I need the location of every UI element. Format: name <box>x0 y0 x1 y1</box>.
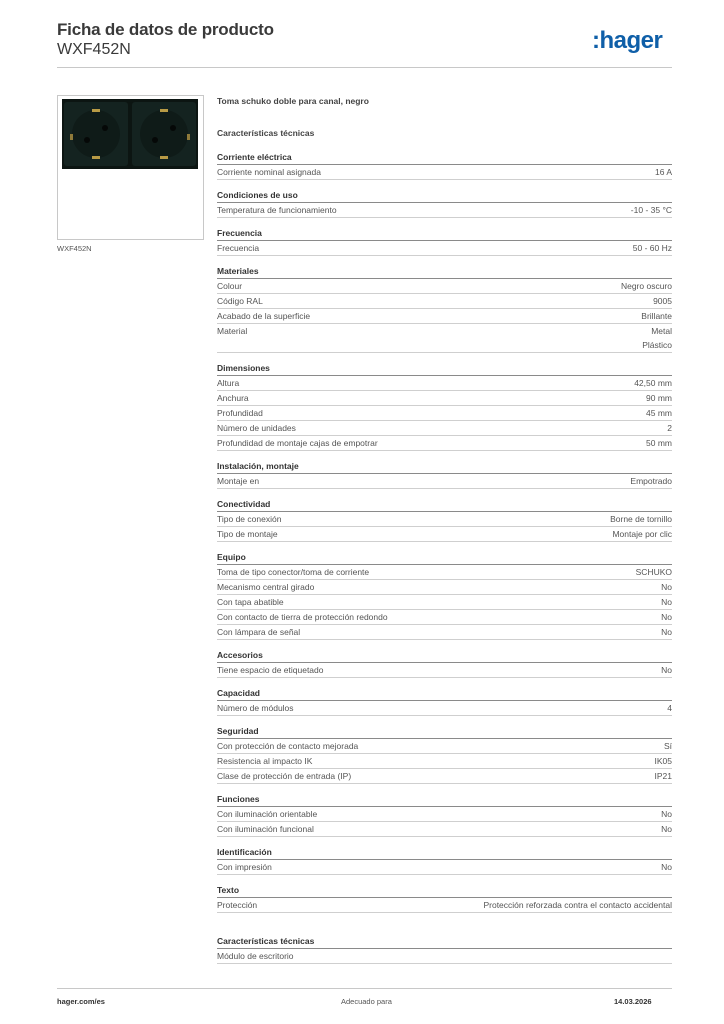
spec-label: Con contacto de tierra de protección redondo <box>217 612 388 622</box>
section-title: Instalación, montaje <box>217 460 672 474</box>
spec-label: Anchura <box>217 393 249 403</box>
footer-suitable-for: Adecuado para <box>341 997 392 1006</box>
spec-section <box>217 725 672 784</box>
section-title: Condiciones de uso <box>217 189 672 203</box>
spec-row <box>217 406 672 421</box>
spec-row <box>217 754 672 769</box>
spec-value: 42,50 mm <box>634 378 672 388</box>
spec-section <box>217 460 672 489</box>
spec-label: Clase de protección de entrada (IP) <box>217 771 352 781</box>
hager-logo-text: :hager <box>592 27 663 54</box>
spec-section <box>217 362 672 451</box>
spec-row <box>217 309 672 324</box>
spec-value: Metal Plástico <box>642 326 672 350</box>
spec-label: Módulo de escritorio <box>217 951 294 961</box>
section-title: Capacidad <box>217 687 672 701</box>
spec-section <box>217 265 672 353</box>
spec-section <box>217 189 672 218</box>
spec-row <box>217 391 672 406</box>
extra-section <box>217 935 672 964</box>
header-divider <box>57 67 672 68</box>
spec-value: No <box>661 612 672 622</box>
product-description: Toma schuko doble para canal, negro <box>217 96 369 106</box>
spec-row <box>217 376 672 391</box>
product-code: WXF452N <box>57 41 131 58</box>
spec-label: Con tapa abatible <box>217 597 284 607</box>
spec-row <box>217 822 672 837</box>
spec-row <box>217 436 672 451</box>
hager-logo <box>592 26 676 56</box>
spec-row <box>217 421 672 436</box>
spec-label: Número de unidades <box>217 423 296 433</box>
spec-row <box>217 949 672 964</box>
spec-value: No <box>661 862 672 872</box>
spec-value: 2 <box>667 423 672 433</box>
spec-value: No <box>661 582 672 592</box>
spec-row <box>217 739 672 754</box>
spec-value: Borne de tornillo <box>610 514 672 524</box>
footer-website: hager.com/es <box>57 997 105 1006</box>
spec-value: 50 - 60 Hz <box>632 243 672 253</box>
spec-value: Montaje por clic <box>612 529 672 539</box>
spec-sections <box>217 151 672 913</box>
spec-value: 45 mm <box>646 408 672 418</box>
spec-label: Toma de tipo conector/toma de corriente <box>217 567 370 577</box>
section-title: Conectividad <box>217 498 672 512</box>
spec-row <box>217 565 672 580</box>
section-title: Materiales <box>217 265 672 279</box>
spec-section <box>217 649 672 678</box>
section-title: Frecuencia <box>217 227 672 241</box>
spec-section <box>217 498 672 542</box>
spec-value: 50 mm <box>646 438 672 448</box>
spec-label: Montaje en <box>217 476 260 486</box>
spec-section <box>217 793 672 837</box>
spec-value: 16 A <box>654 167 672 177</box>
spec-label: Tiene espacio de etiquetado <box>217 665 324 675</box>
footer-divider <box>57 988 672 989</box>
spec-section <box>217 846 672 875</box>
spec-row <box>217 898 672 913</box>
spec-label: Altura <box>217 378 240 388</box>
spec-label: Mecanismo central girado <box>217 582 315 592</box>
spec-row <box>217 474 672 489</box>
spec-row <box>217 580 672 595</box>
spec-row <box>217 860 672 875</box>
spec-label: Profundidad de montaje cajas de empotrar <box>217 438 378 448</box>
spec-value: Empotrado <box>630 476 672 486</box>
spec-label: Colour <box>217 281 243 291</box>
spec-row <box>217 807 672 822</box>
spec-label: Profundidad <box>217 408 263 418</box>
product-image-frame <box>57 95 204 240</box>
spec-row <box>217 324 672 353</box>
spec-row <box>217 527 672 542</box>
spec-label: Temperatura de funcionamiento <box>217 205 337 215</box>
section-title: Funciones <box>217 793 672 807</box>
spec-value: No <box>661 597 672 607</box>
spec-row <box>217 663 672 678</box>
extra-section-title: Características técnicas <box>217 935 672 949</box>
spec-label: Con lámpara de señal <box>217 627 301 637</box>
spec-label: Con iluminación funcional <box>217 824 314 834</box>
spec-section <box>217 687 672 716</box>
spec-label: Tipo de conexión <box>217 514 282 524</box>
image-caption: WXF452N <box>57 244 92 253</box>
spec-row <box>217 625 672 640</box>
spec-value: No <box>661 665 672 675</box>
spec-label: Número de módulos <box>217 703 294 713</box>
spec-content <box>217 96 672 964</box>
spec-heading: Características técnicas <box>217 128 315 138</box>
spec-value: -10 - 35 °C <box>630 205 672 215</box>
spec-value: IP21 <box>654 771 672 781</box>
spec-section <box>217 551 672 640</box>
section-title: Seguridad <box>217 725 672 739</box>
spec-value: No <box>661 809 672 819</box>
spec-label: Frecuencia <box>217 243 260 253</box>
spec-value: 9005 <box>653 296 672 306</box>
spec-label: Protección <box>217 900 258 910</box>
spec-value: 4 <box>667 703 672 713</box>
spec-value: SCHUKO <box>635 567 672 577</box>
footer-date: 14.03.2026 <box>614 997 652 1006</box>
spec-row <box>217 512 672 527</box>
spec-row <box>217 165 672 180</box>
page-title: Ficha de datos de producto <box>57 20 274 39</box>
section-title: Accesorios <box>217 649 672 663</box>
spec-label: Material <box>217 326 248 336</box>
spec-section <box>217 151 672 180</box>
spec-value: Protección reforzada contra el contacto accidental <box>483 900 672 910</box>
spec-row <box>217 769 672 784</box>
spec-row <box>217 241 672 256</box>
spec-label: Con impresión <box>217 862 272 872</box>
section-title: Equipo <box>217 551 672 565</box>
section-title: Corriente eléctrica <box>217 151 672 165</box>
spec-label: Con iluminación orientable <box>217 809 318 819</box>
spec-row <box>217 595 672 610</box>
page-header <box>57 20 274 59</box>
spec-value: 90 mm <box>646 393 672 403</box>
product-image <box>62 99 198 169</box>
section-title: Identificación <box>217 846 672 860</box>
spec-value: No <box>661 627 672 637</box>
spec-row <box>217 203 672 218</box>
section-title: Dimensiones <box>217 362 672 376</box>
spec-section <box>217 884 672 913</box>
spec-section <box>217 227 672 256</box>
spec-label: Código RAL <box>217 296 263 306</box>
spec-row <box>217 294 672 309</box>
spec-value: Negro oscuro <box>620 281 672 291</box>
spec-value: No <box>661 824 672 834</box>
spec-value: IK05 <box>654 756 672 766</box>
spec-label: Acabado de la superficie <box>217 311 311 321</box>
spec-value: Brillante <box>641 311 672 321</box>
spec-label: Tipo de montaje <box>217 529 278 539</box>
section-title: Texto <box>217 884 672 898</box>
spec-row <box>217 610 672 625</box>
spec-value: Sí <box>663 741 672 751</box>
spec-row <box>217 701 672 716</box>
spec-row <box>217 279 672 294</box>
spec-label: Resistencia al impacto IK <box>217 756 313 766</box>
spec-label: Corriente nominal asignada <box>217 167 321 177</box>
spec-label: Con protección de contacto mejorada <box>217 741 359 751</box>
